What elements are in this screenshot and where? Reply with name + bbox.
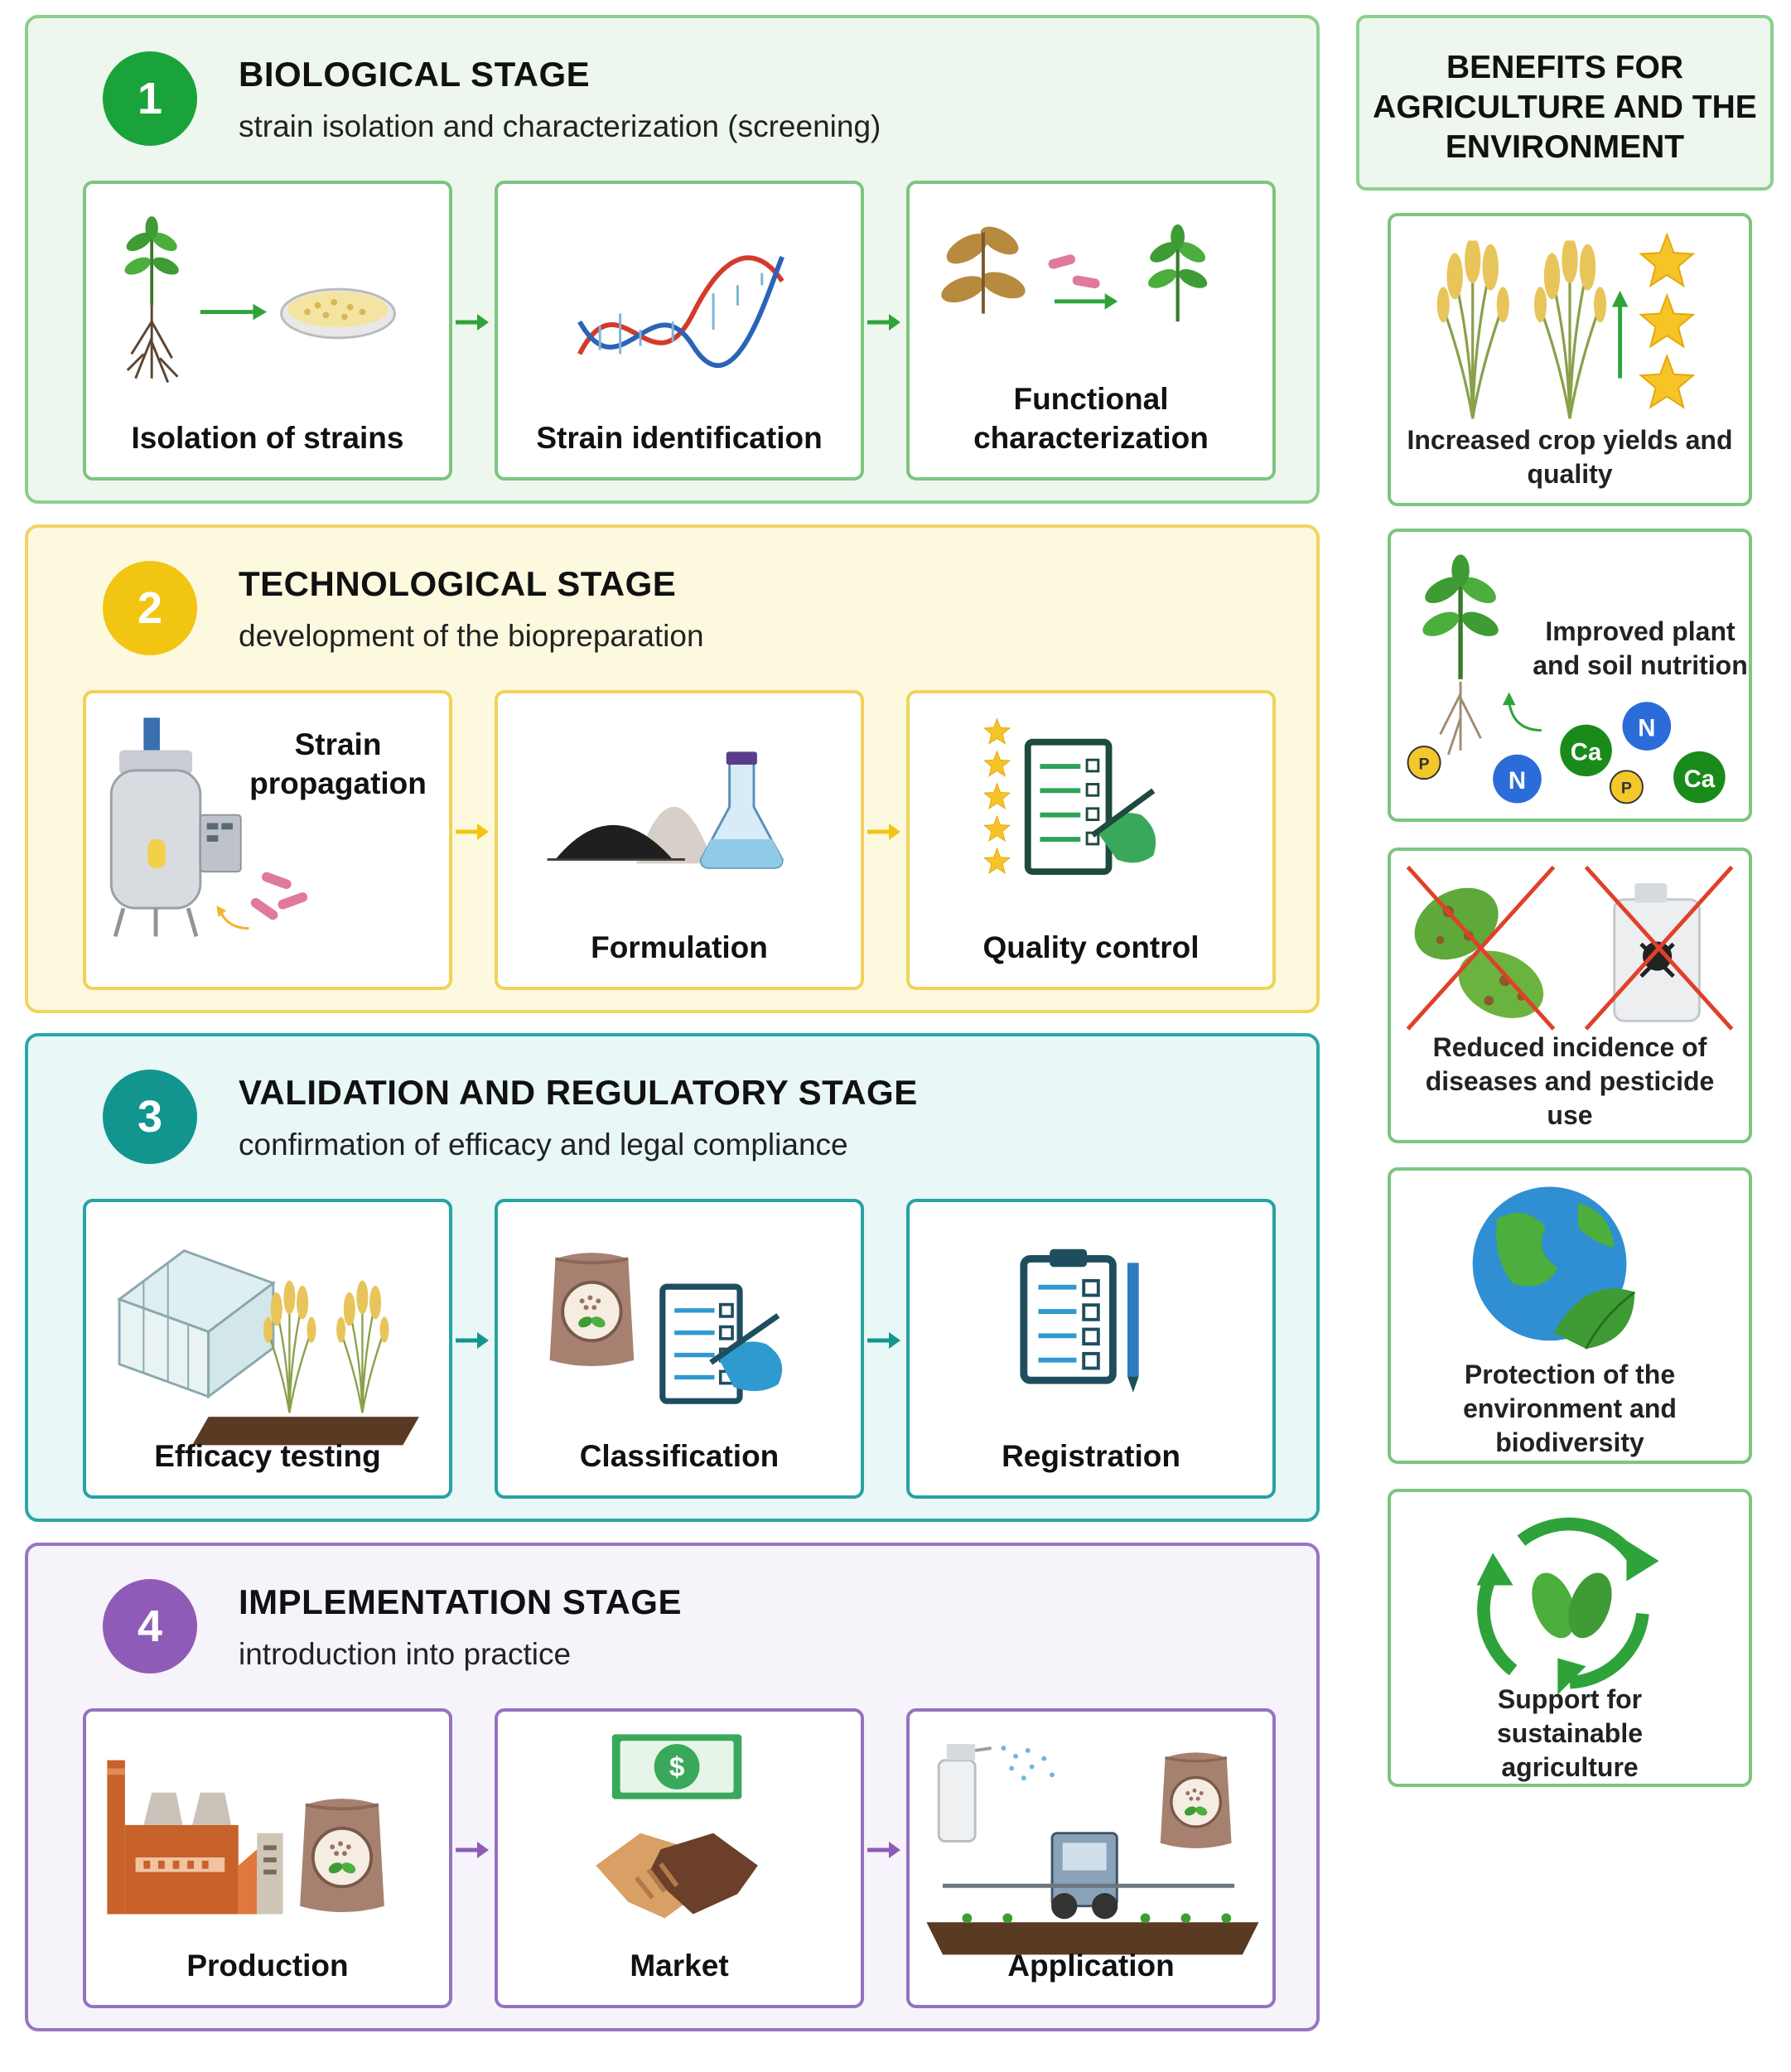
step-label: Registration — [1002, 1439, 1180, 1473]
step-strain-identification — [495, 181, 864, 481]
benefits-heading: BENEFITS FOR AGRICULTURE AND THE ENVIRONMENT — [1356, 15, 1774, 191]
arrow-right-icon — [866, 1328, 902, 1353]
step-classification — [495, 1199, 864, 1499]
step-market — [495, 1708, 864, 2008]
stage-implementation — [25, 1543, 1320, 2031]
step-label: Formulation — [591, 930, 768, 964]
stage-title: IMPLEMENTATION STAGE — [239, 1582, 682, 1621]
arrow-right-icon — [454, 1838, 490, 1862]
arrow-right-icon — [866, 819, 902, 844]
benefit-card-nutrition — [1388, 529, 1752, 822]
benefit-label: Support for sustainable agriculture — [1496, 1684, 1644, 1782]
step-production — [83, 1708, 452, 2008]
step-label: Isolation of strains — [131, 421, 404, 455]
nutrient-label: P — [1620, 779, 1632, 798]
step-functional-characterization — [906, 181, 1276, 481]
step-label: Efficacy testing — [154, 1439, 381, 1473]
benefit-card-environment — [1388, 1167, 1752, 1464]
step-label: Classification — [579, 1439, 780, 1473]
stage-title: BIOLOGICAL STAGE — [239, 55, 591, 94]
step-quality-control — [906, 690, 1276, 990]
stage-biological — [25, 15, 1320, 504]
nutrient-label: P — [1418, 755, 1430, 774]
step-label: Application — [1007, 1949, 1175, 1983]
step-strain-propagation — [83, 690, 452, 990]
arrow-right-icon — [866, 310, 902, 335]
arrow-right-icon — [866, 1838, 902, 1862]
benefit-label: Improved plant and soil nutrition — [1533, 616, 1748, 680]
step-label: Quality control — [982, 930, 1200, 964]
stage-subtitle: development of the biopreparation — [239, 619, 704, 653]
benefit-card-sustainable — [1388, 1489, 1752, 1787]
svg-text:$: $ — [669, 1752, 685, 1784]
benefit-card-pesticides — [1388, 848, 1752, 1143]
step-formulation — [495, 690, 864, 990]
step-label: Strain propagation — [249, 727, 427, 800]
stage-validation-regulatory — [25, 1033, 1320, 1522]
benefit-label: Increased crop yields and quality — [1407, 425, 1733, 489]
stage-title: VALIDATION AND REGULATORY STAGE — [239, 1073, 918, 1112]
step-isolation-of-strains — [83, 181, 452, 481]
stage-number-badge: 2 — [103, 561, 197, 655]
arrow-right-icon — [454, 1328, 490, 1353]
stage-title: TECHNOLOGICAL STAGE — [239, 564, 677, 603]
nutrient-label: N — [1508, 766, 1527, 795]
stage-number-badge: 3 — [103, 1070, 197, 1164]
nutrient-label: N — [1638, 714, 1656, 742]
step-label: Market — [630, 1949, 729, 1983]
step-label: Production — [186, 1949, 349, 1983]
stage-subtitle: strain isolation and characterization (screening) — [239, 109, 881, 143]
step-application — [906, 1708, 1276, 2008]
nutrient-label: Ca — [1570, 738, 1602, 766]
arrow-right-icon — [454, 310, 490, 335]
benefit-card-yields — [1388, 213, 1752, 506]
stage-subtitle: introduction into practice — [239, 1637, 572, 1671]
step-efficacy-testing — [83, 1199, 452, 1499]
stage-number-badge: 1 — [103, 51, 197, 146]
arrow-right-icon — [454, 819, 490, 844]
step-label: Strain identification — [536, 421, 823, 455]
step-registration — [906, 1199, 1276, 1499]
benefit-label: Protection of the environment and biodiversity — [1463, 1360, 1677, 1457]
stage-subtitle: confirmation of efficacy and legal compliance — [239, 1128, 848, 1162]
step-label: Functional characterization — [973, 382, 1209, 455]
benefit-label: Reduced incidence of diseases and pesticide use — [1425, 1032, 1715, 1130]
nutrient-label: Ca — [1683, 765, 1716, 793]
stage-technological — [25, 524, 1320, 1013]
stage-number-badge: 4 — [103, 1579, 197, 1674]
